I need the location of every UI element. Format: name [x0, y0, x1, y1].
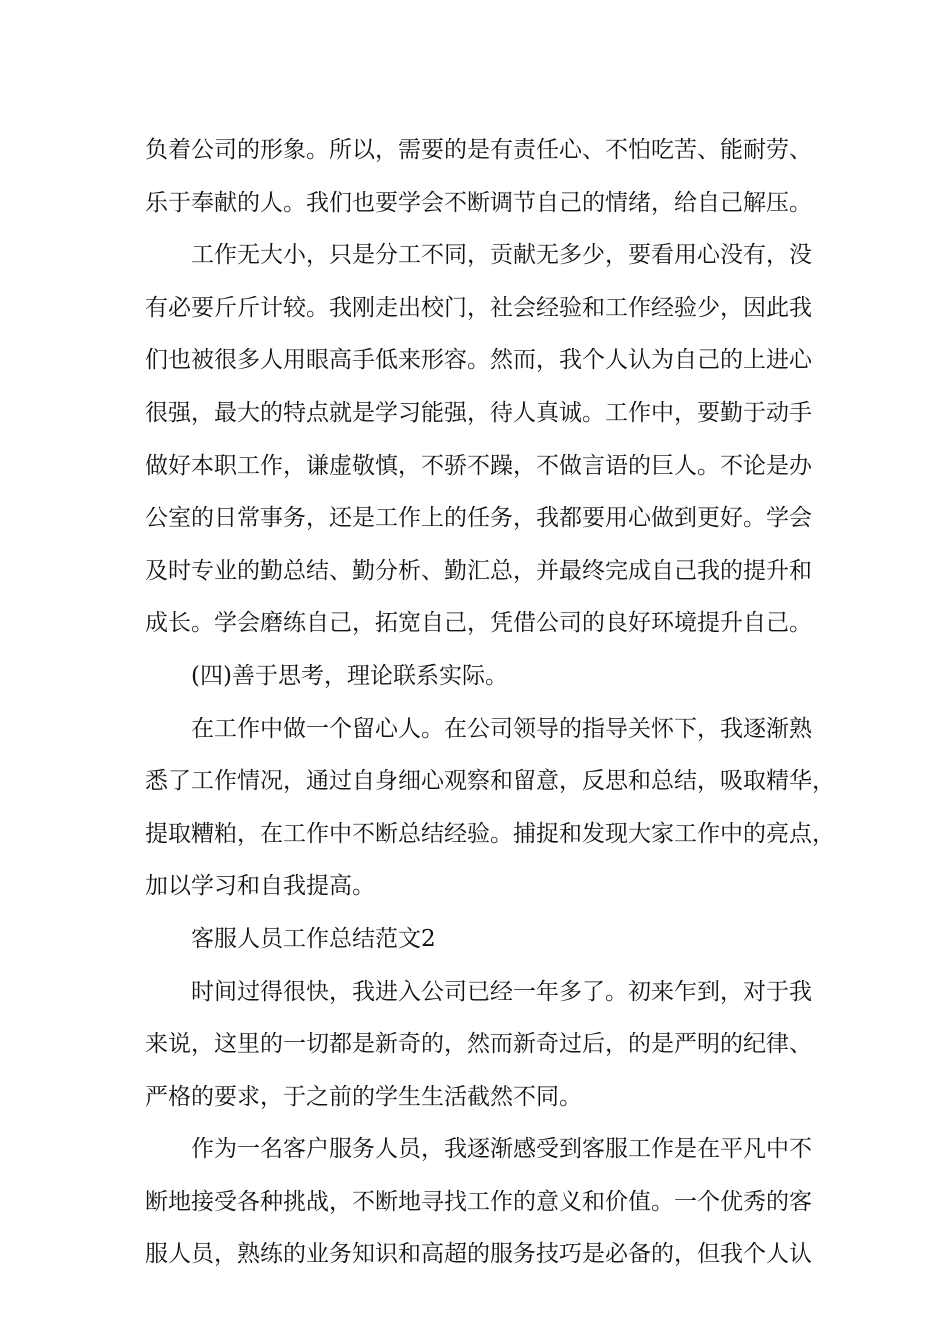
text-line: 悉了工作情况，通过自身细心观察和留意，反思和总结，吸取精华，	[145, 768, 835, 795]
text-line: 时间过得很快，我进入公司已经一年多了。初来乍到，对于我	[191, 978, 812, 1005]
paragraph-2	[145, 229, 812, 650]
article-title	[145, 913, 807, 966]
text-line: 严格的要求，于之前的学生生活截然不同。	[145, 1083, 582, 1110]
text-line: 成长。学会磨练自己，拓宽自己，凭借公司的良好环境提升自己。	[145, 610, 812, 637]
section-heading-4	[145, 650, 807, 703]
article-title-text: 客服人员工作总结范文2	[191, 925, 436, 952]
text-line: 在工作中做一个留心人。在公司领导的指导关怀下，我逐渐熟	[191, 715, 812, 742]
paragraph-3	[145, 703, 835, 913]
text-line: 负着公司的形象。所以，需要的是有责任心、不怕吃苦、能耐劳、	[145, 137, 812, 163]
paragraph-4	[145, 966, 812, 1124]
text-line: 工作无大小，只是分工不同，贡献无多少，要看用心没有，没	[191, 242, 812, 269]
document-body	[145, 124, 835, 1281]
paragraph-5	[145, 1123, 812, 1281]
text-line: 断地接受各种挑战，不断地寻找工作的意义和价值。一个优秀的客	[145, 1188, 812, 1215]
text-line: 做好本职工作，谦虚敬慎，不骄不躁，不做言语的巨人。不论是办	[145, 452, 812, 479]
text-line: 加以学习和自我提高。	[145, 873, 375, 900]
text-line: 及时专业的勤总结、勤分析、勤汇总，并最终完成自己我的提升和	[145, 557, 812, 584]
text-line: 们也被很多人用眼高手低来形容。然而，我个人认为自己的上进心	[145, 347, 812, 374]
text-line: 服人员，熟练的业务知识和高超的服务技巧是必备的，但我个人认	[145, 1241, 812, 1268]
text-line: 提取糟粕，在工作中不断总结经验。捕捉和发现大家工作中的亮点，	[145, 820, 835, 847]
text-line: 很强，最大的特点就是学习能强，待人真诚。工作中，要勤于动手	[145, 399, 812, 426]
text-line: 公室的日常事务，还是工作上的任务，我都要用心做到更好。学会	[145, 505, 812, 532]
text-line: 有必要斤斤计较。我刚走出校门，社会经验和工作经验少，因此我	[145, 294, 812, 321]
text-line: 来说，这里的一切都是新奇的，然而新奇过后，的是严明的纪律、	[145, 1031, 812, 1058]
paragraph-1	[145, 124, 812, 229]
text-line: 乐于奉献的人。我们也要学会不断调节自己的情绪，给自己解压。	[145, 189, 812, 216]
text-line: 作为一名客户服务人员，我逐渐感受到客服工作是在平凡中不	[191, 1136, 812, 1163]
section-heading: (四)善于思考，理论联系实际。	[191, 662, 508, 689]
